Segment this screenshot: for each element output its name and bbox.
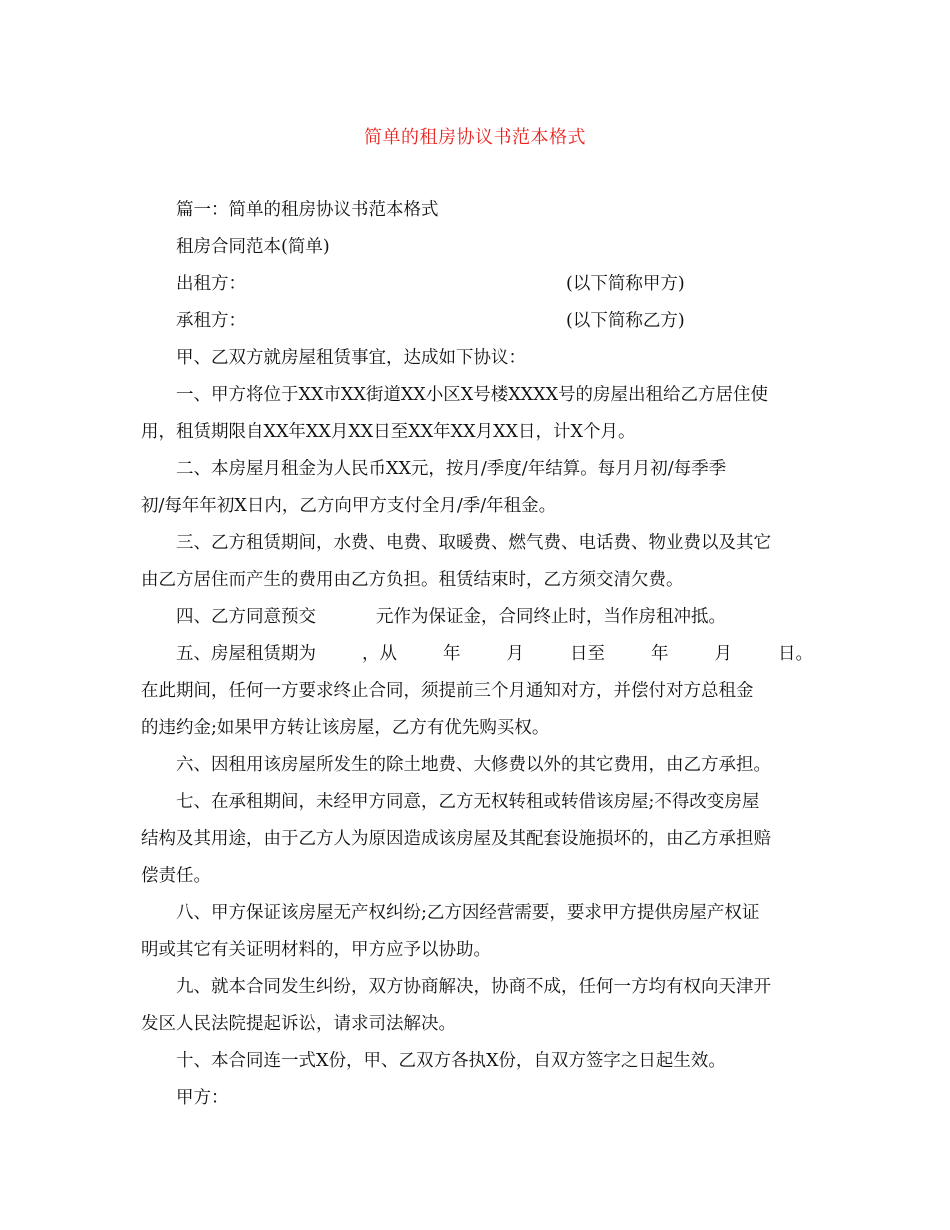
- clause-9-line-2: 发区人民法院提起诉讼，请求司法解决。: [141, 1014, 456, 1034]
- clause-5-part: 五、房屋租赁期为: [176, 644, 316, 664]
- clause-7-line-2: 结构及其用途，由于乙方人为原因造成该房屋及其配套设施损坏的，由乙方承担赔: [141, 829, 771, 849]
- clause-5-part: 日。: [778, 644, 813, 664]
- clause-5-line-1: [141, 636, 813, 673]
- landlord-line: [141, 266, 813, 303]
- section-heading: 篇一：简单的租房协议书范本格式: [176, 200, 439, 220]
- clause-7-line-3: 偿责任。: [141, 866, 211, 886]
- clause-8-line-2: 明或其它有关证明材料的，甲方应予以协助。: [141, 940, 491, 960]
- clause-7-line-1: 七、在承租期间，未经甲方同意，乙方无权转租或转借该房屋;不得改变房屋: [176, 792, 760, 812]
- document-body: [141, 192, 813, 1117]
- clause-5-part: 月: [506, 644, 524, 664]
- clause-4-suffix: 元作为保证金，合同终止时，当作房租冲抵。: [376, 607, 726, 627]
- clause-4-line: [141, 599, 813, 636]
- clause-3-line-2: 由乙方居住而产生的费用由乙方负担。租赁结束时，乙方须交清欠费。: [141, 570, 684, 590]
- clause-2-line-1: 二、本房屋月租金为人民币XX元，按月/季度/年结算。每月月初/每季季: [176, 459, 727, 479]
- clause-9-line-1: 九、就本合同发生纠纷，双方协商解决，协商不成，任何一方均有权向天津开: [176, 977, 771, 997]
- clause-10-line: 十、本合同连一式X份，甲、乙双方各执X份，自双方签字之日起生效。: [176, 1051, 726, 1071]
- landlord-note: (以下简称甲方): [566, 274, 685, 294]
- clause-1-line-1: 一、甲方将位于XX市XX街道XX小区X号楼XXXX号的房屋出租给乙方居住使: [176, 385, 769, 405]
- clause-6-line: 六、因租用该房屋所发生的除土地费、大修费以外的其它费用，由乙方承担。: [176, 755, 771, 775]
- document-title: 简单的租房协议书范本格式: [364, 127, 586, 148]
- clause-1-line-2: 用，租赁期限自XX年XX月XX日至XX年XX月XX日，计X个月。: [141, 422, 636, 442]
- clause-5-part: 日至: [570, 644, 605, 664]
- clause-5-part: 年: [443, 644, 461, 664]
- clause-3-line-1: 三、乙方租赁期间，水费、电费、取暖费、燃气费、电话费、物业费以及其它: [176, 533, 771, 553]
- tenant-note: (以下简称乙方): [566, 311, 685, 331]
- clause-8-line-1: 八、甲方保证该房屋无产权纠纷;乙方因经营需要，要求甲方提供房屋产权证: [176, 903, 760, 923]
- clause-5-part: 年: [651, 644, 669, 664]
- landlord-label: 出租方：: [176, 274, 246, 294]
- clause-5-part: ，从: [362, 644, 397, 664]
- clause-5-line-3: 的违约金;如果甲方转让该房屋，乙方有优先购买权。: [141, 718, 550, 738]
- clause-5-line-2: 在此期间，任何一方要求终止合同，须提前三个月通知对方，并偿付对方总租金: [141, 681, 754, 701]
- tenant-line: [141, 303, 813, 340]
- clause-5-part: 月: [714, 644, 732, 664]
- agreement-intro: 甲、乙双方就房屋租赁事宜，达成如下协议：: [176, 348, 526, 368]
- clause-2-line-2: 初/每年年初X日内，乙方向甲方支付全月/季/年租金。: [141, 496, 557, 516]
- signature-party-a: 甲方：: [176, 1088, 229, 1108]
- contract-subtitle: 租房合同范本(简单): [176, 237, 330, 257]
- tenant-label: 承租方：: [176, 311, 246, 331]
- clause-4-prefix: 四、乙方同意预交: [176, 607, 316, 627]
